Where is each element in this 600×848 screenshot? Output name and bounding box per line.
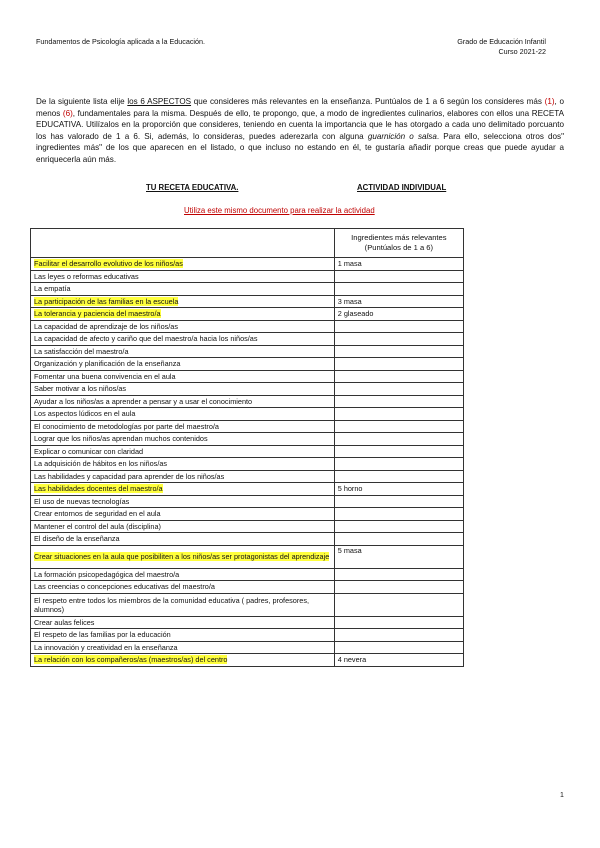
table-row: [31, 283, 464, 296]
instruction-note: Utiliza este mismo documento para realizar la actividad: [184, 206, 375, 215]
table-row: [31, 420, 464, 433]
table-row: [31, 445, 464, 458]
aspect-label: Lograr que los niños/as aprendan muchos contenidos: [34, 434, 208, 444]
table-row: [31, 629, 464, 642]
table-row: [31, 581, 464, 594]
score-cell[interactable]: 4 nevera: [334, 654, 463, 667]
score-cell[interactable]: [334, 629, 463, 642]
table-row: [31, 345, 464, 358]
aspect-label: El diseño de la enseñanza: [34, 534, 120, 544]
aspect-label: La participación de las familias en la escuela: [34, 296, 179, 306]
table-row: [31, 358, 464, 371]
aspect-cell: [31, 383, 335, 396]
aspect-cell: [31, 520, 335, 533]
intro-paragraph: [36, 96, 564, 166]
table-row: [31, 545, 464, 568]
table-row: [31, 395, 464, 408]
table-row: [31, 508, 464, 521]
header-degree-info: [457, 37, 546, 57]
aspect-label: Ayudar a los niños/as a aprender a pensar y a usar el conocimiento: [34, 396, 253, 406]
table-row: [31, 593, 464, 616]
score-cell[interactable]: 5 horno: [334, 483, 463, 496]
aspect-label: La empatía: [34, 284, 71, 294]
score-cell[interactable]: [334, 270, 463, 283]
aspect-label: Las habilidades y capacidad para aprender de los niños/as: [34, 471, 225, 481]
intro-aspects-emphasis: los 6 ASPECTOS: [127, 97, 192, 106]
aspect-label: La innovación y creatividad en la enseñanza: [34, 642, 178, 652]
table-row: [31, 641, 464, 654]
aspect-label: El conocimiento de metodologías por parte del maestro/a: [34, 421, 219, 431]
aspect-label: La tolerancia y paciencia del maestro/a: [34, 309, 161, 319]
aspect-cell: [31, 581, 335, 594]
aspect-label: La relación con los compañeros/as (maestros/as) del centro: [34, 655, 228, 665]
aspect-cell: [31, 545, 335, 568]
table-row: [31, 370, 464, 383]
aspect-cell: [31, 445, 335, 458]
score-cell[interactable]: [334, 333, 463, 346]
table-row: [31, 495, 464, 508]
table-header-score: Ingredientes más relevantes (Puntúalos de 1 a 6): [334, 229, 463, 258]
header-year: Curso 2021-22: [498, 47, 546, 56]
score-cell[interactable]: [334, 641, 463, 654]
score-cell[interactable]: 3 masa: [334, 295, 463, 308]
aspect-label: Crear situaciones en la aula que posibiliten a los niños/as ser protagonistas del aprendizaje: [34, 552, 330, 561]
table-row: [31, 616, 464, 629]
aspect-cell: [31, 345, 335, 358]
header-degree: Grado de Educación Infantil: [457, 37, 546, 46]
aspect-label: Saber motivar a los niños/as: [34, 384, 127, 394]
aspect-cell: [31, 270, 335, 283]
aspect-cell: [31, 470, 335, 483]
aspect-cell: [31, 295, 335, 308]
aspect-label: Las habilidades docentes del maestro/a: [34, 484, 163, 494]
score-cell[interactable]: [334, 616, 463, 629]
aspect-cell: [31, 654, 335, 667]
aspect-label: El uso de nuevas tecnologías: [34, 496, 130, 506]
aspect-cell: [31, 495, 335, 508]
aspect-cell: [31, 508, 335, 521]
aspect-label: Facilitar el desarrollo evolutivo de los niños/as: [34, 259, 183, 269]
aspect-cell: [31, 370, 335, 383]
aspect-cell: [31, 629, 335, 642]
aspect-label: La adquisición de hábitos en los niños/as: [34, 459, 168, 469]
aspect-cell: [31, 641, 335, 654]
intro-text-9: . Para ello, selecciona otros dos" ingredientes más" de los que aparecen en el listado, o que incluso no estando en él, te gustaría añadir porque creas que puede ayudar a enriquecerla aún más.: [36, 131, 564, 164]
aspect-cell: [31, 395, 335, 408]
intro-text-3: que consideres más relevantes en la enseñanza. Puntúalos de 1 a 6 según los consideres más: [191, 97, 545, 106]
table-row: [31, 270, 464, 283]
aspect-cell: [31, 420, 335, 433]
score-cell[interactable]: [334, 495, 463, 508]
score-cell[interactable]: [334, 345, 463, 358]
header-course-title: Fundamentos de Psicología aplicada a la Educación.: [36, 37, 206, 46]
aspect-cell: [31, 358, 335, 371]
table-row: [31, 433, 464, 446]
aspect-cell: [31, 568, 335, 581]
intro-text-5: , o menos: [36, 97, 564, 118]
table-row: [31, 654, 464, 667]
table-header-empty: [31, 229, 335, 258]
table-row: [31, 470, 464, 483]
table-row: [31, 533, 464, 546]
table-row: [31, 295, 464, 308]
table-row: [31, 383, 464, 396]
table-row: [31, 333, 464, 346]
aspect-cell: [31, 308, 335, 321]
score-cell[interactable]: 2 glaseado: [334, 308, 463, 321]
aspect-label: El respeto de las familias por la educación: [34, 630, 171, 640]
aspect-cell: [31, 258, 335, 271]
table-header-row: [31, 229, 464, 258]
score-cell[interactable]: [334, 383, 463, 396]
aspect-label: Los aspectos lúdicos en el aula: [34, 409, 136, 419]
aspect-label: La capacidad de afecto y cariño que del maestro/a hacia los niños/as: [34, 334, 258, 344]
score-cell[interactable]: 5 masa: [334, 545, 463, 568]
page-number: 1: [560, 792, 564, 799]
intro-text-7: , fundamentales para la misma. Después de ello, te propongo, que, a modo de ingredientes culinarios, elabores con ellos una RECETA EDUCATIVA. Utilízalos en la proporción que consideres, teniendo en cuenta la importancia que le has otorgado a cada uno delimitado porcuanto los has valorado de 1 a 6. Si, además, lo consideras, puedes aderezarla con alguna: [36, 108, 564, 141]
aspect-label: La satisfacción del maestro/a: [34, 346, 129, 356]
score-cell[interactable]: 1 masa: [334, 258, 463, 271]
aspect-cell: [31, 433, 335, 446]
aspect-label: Organización y planificación de la enseñanza: [34, 359, 181, 369]
score-cell[interactable]: [334, 458, 463, 471]
aspect-cell: [31, 333, 335, 346]
score-cell[interactable]: [334, 358, 463, 371]
score-cell[interactable]: [334, 283, 463, 296]
score-cell[interactable]: [334, 445, 463, 458]
table-row: [31, 408, 464, 421]
score-cell[interactable]: [334, 433, 463, 446]
aspect-label: Crear entornos de seguridad en el aula: [34, 509, 161, 519]
table-row: [31, 520, 464, 533]
score-cell[interactable]: [334, 408, 463, 421]
table-row: [31, 258, 464, 271]
score-cell[interactable]: [334, 581, 463, 594]
aspect-cell: [31, 483, 335, 496]
intro-score-6: (6): [62, 108, 73, 118]
aspect-label: Mantener el control del aula (disciplina): [34, 521, 161, 531]
score-cell[interactable]: [334, 520, 463, 533]
score-cell[interactable]: [334, 568, 463, 581]
score-cell[interactable]: [334, 420, 463, 433]
score-cell[interactable]: [334, 320, 463, 333]
aspect-cell: [31, 616, 335, 629]
intro-text-1: De la siguiente lista elije: [36, 97, 128, 106]
aspect-label: Explicar o comunicar con claridad: [34, 446, 144, 456]
score-cell[interactable]: [334, 593, 463, 616]
aspect-label: Las leyes o reformas educativas: [34, 271, 139, 281]
aspect-label: Las creencias o concepciones educativas del maestro/a: [34, 582, 215, 592]
aspect-label: Fomentar una buena convivencia en el aula: [34, 371, 176, 381]
aspect-cell: [31, 533, 335, 546]
aspect-cell: [31, 593, 335, 616]
table-row: [31, 568, 464, 581]
table-row: [31, 320, 464, 333]
score-cell[interactable]: [334, 395, 463, 408]
score-cell[interactable]: [334, 370, 463, 383]
score-cell[interactable]: [334, 508, 463, 521]
aspect-label: Crear aulas felices: [34, 617, 95, 627]
ingredients-table: [30, 228, 464, 667]
table-row: [31, 458, 464, 471]
score-cell[interactable]: [334, 470, 463, 483]
aspect-label: La formación psicopedagógica del maestro/a: [34, 569, 180, 579]
aspect-label: La capacidad de aprendizaje de los niños/as: [34, 321, 179, 331]
table-row: [31, 483, 464, 496]
aspect-cell: [31, 458, 335, 471]
aspect-cell: [31, 320, 335, 333]
score-cell[interactable]: [334, 533, 463, 546]
aspect-cell: [31, 283, 335, 296]
table-row: [31, 308, 464, 321]
activity-heading: ACTIVIDAD INDIVIDUAL: [357, 183, 447, 192]
aspect-label: El respeto entre todos los miembros de la comunidad educativa ( padres, profesores, alumnos): [34, 595, 309, 614]
recipe-heading: TU RECETA EDUCATIVA.: [146, 183, 239, 192]
aspect-cell: [31, 408, 335, 421]
intro-garnish-emphasis: guarnición o salsa: [367, 131, 437, 141]
intro-score-1: (1): [544, 97, 555, 106]
